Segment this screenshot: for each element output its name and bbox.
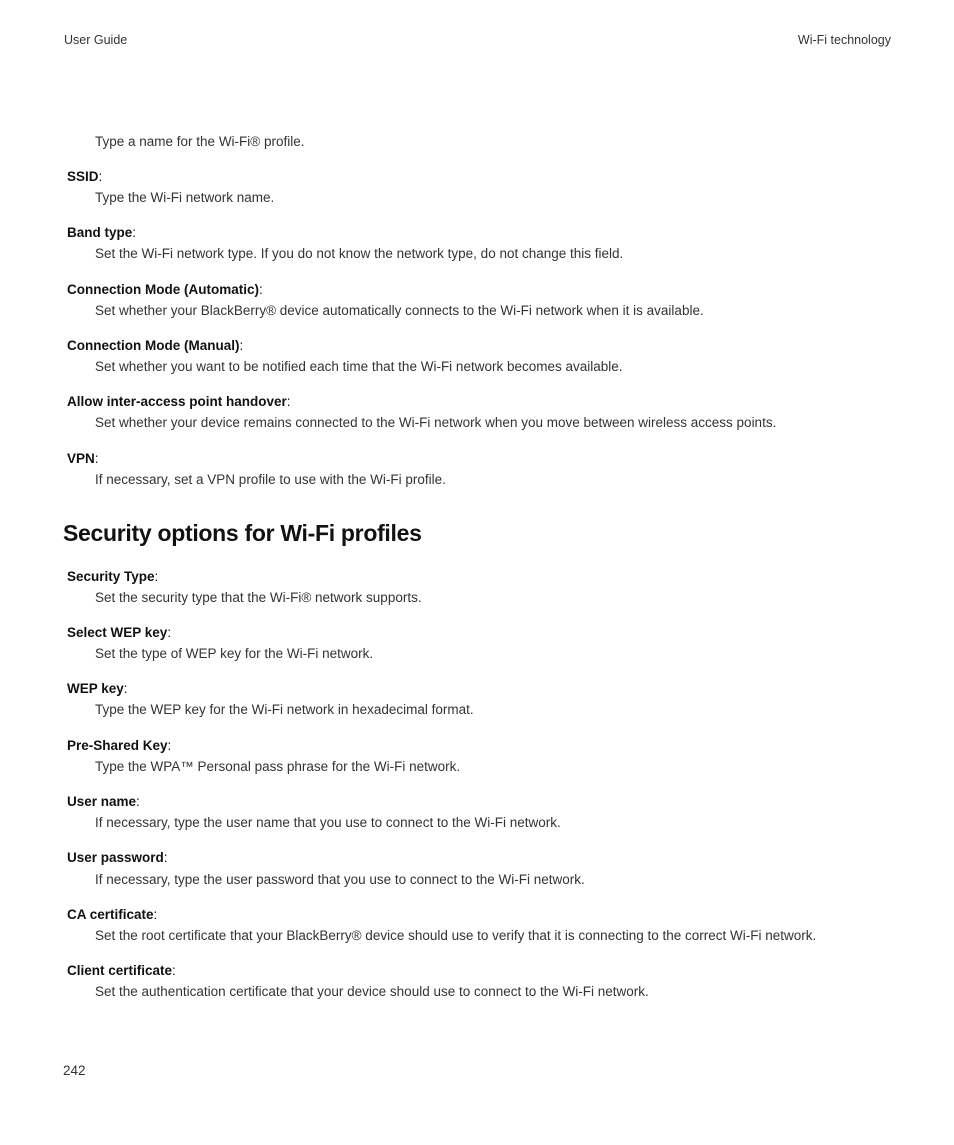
desc-connection-mode-manual: Set whether you want to be notified each time that the Wi-Fi network becomes available. bbox=[95, 359, 623, 374]
term-user-password: User password: bbox=[67, 850, 168, 865]
header-chapter-title: Wi-Fi technology bbox=[797, 33, 891, 47]
intro-description: Type a name for the Wi-Fi® profile. bbox=[95, 134, 305, 149]
term-user-name: User name: bbox=[67, 794, 140, 809]
term-ssid: SSID: bbox=[67, 169, 103, 184]
term-band-type: Band type: bbox=[67, 225, 137, 240]
term-security-type: Security Type: bbox=[67, 569, 159, 584]
term-connection-mode-automatic: Connection Mode (Automatic): bbox=[67, 282, 263, 297]
page-number: 242 bbox=[63, 1063, 86, 1078]
term-wep-key: WEP key: bbox=[67, 681, 128, 696]
term-inter-access-handover: Allow inter-access point handover: bbox=[67, 394, 291, 409]
desc-select-wep-key: Set the type of WEP key for the Wi-Fi network. bbox=[95, 646, 374, 661]
section-heading: Security options for Wi-Fi profiles bbox=[63, 520, 422, 546]
term-connection-mode-manual: Connection Mode (Manual): bbox=[67, 338, 244, 353]
desc-band-type: Set the Wi-Fi network type. If you do not know the network type, do not change this field. bbox=[95, 246, 624, 261]
desc-wep-key: Type the WEP key for the Wi-Fi network in hexadecimal format. bbox=[95, 702, 474, 717]
term-vpn: VPN: bbox=[67, 451, 99, 466]
term-select-wep-key: Select WEP key: bbox=[67, 625, 172, 640]
term-client-certificate: Client certificate: bbox=[67, 963, 176, 978]
desc-ca-certificate: Set the root certificate that your BlackBerry® device should use to verify that it is connecting to the correct Wi-Fi network. bbox=[95, 928, 817, 943]
desc-security-type: Set the security type that the Wi-Fi® network supports. bbox=[95, 590, 422, 605]
desc-pre-shared-key: Type the WPA™ Personal pass phrase for the Wi-Fi network. bbox=[95, 759, 461, 774]
desc-connection-mode-automatic: Set whether your BlackBerry® device automatically connects to the Wi-Fi network when it is available. bbox=[95, 303, 704, 318]
desc-inter-access-handover: Set whether your device remains connected to the Wi-Fi network when you move between wireless access points. bbox=[95, 415, 777, 430]
desc-client-certificate: Set the authentication certificate that your device should use to connect to the Wi-Fi network. bbox=[95, 984, 649, 999]
desc-ssid: Type the Wi-Fi network name. bbox=[95, 190, 275, 205]
header-guide-title: User Guide bbox=[64, 33, 128, 47]
desc-vpn: If necessary, set a VPN profile to use with the Wi-Fi profile. bbox=[95, 472, 446, 487]
desc-user-name: If necessary, type the user name that you use to connect to the Wi-Fi network. bbox=[95, 815, 561, 830]
term-pre-shared-key: Pre-Shared Key: bbox=[67, 738, 172, 753]
term-ca-certificate: CA certificate: bbox=[67, 907, 158, 922]
desc-user-password: If necessary, type the user password that you use to connect to the Wi-Fi network. bbox=[95, 872, 585, 887]
